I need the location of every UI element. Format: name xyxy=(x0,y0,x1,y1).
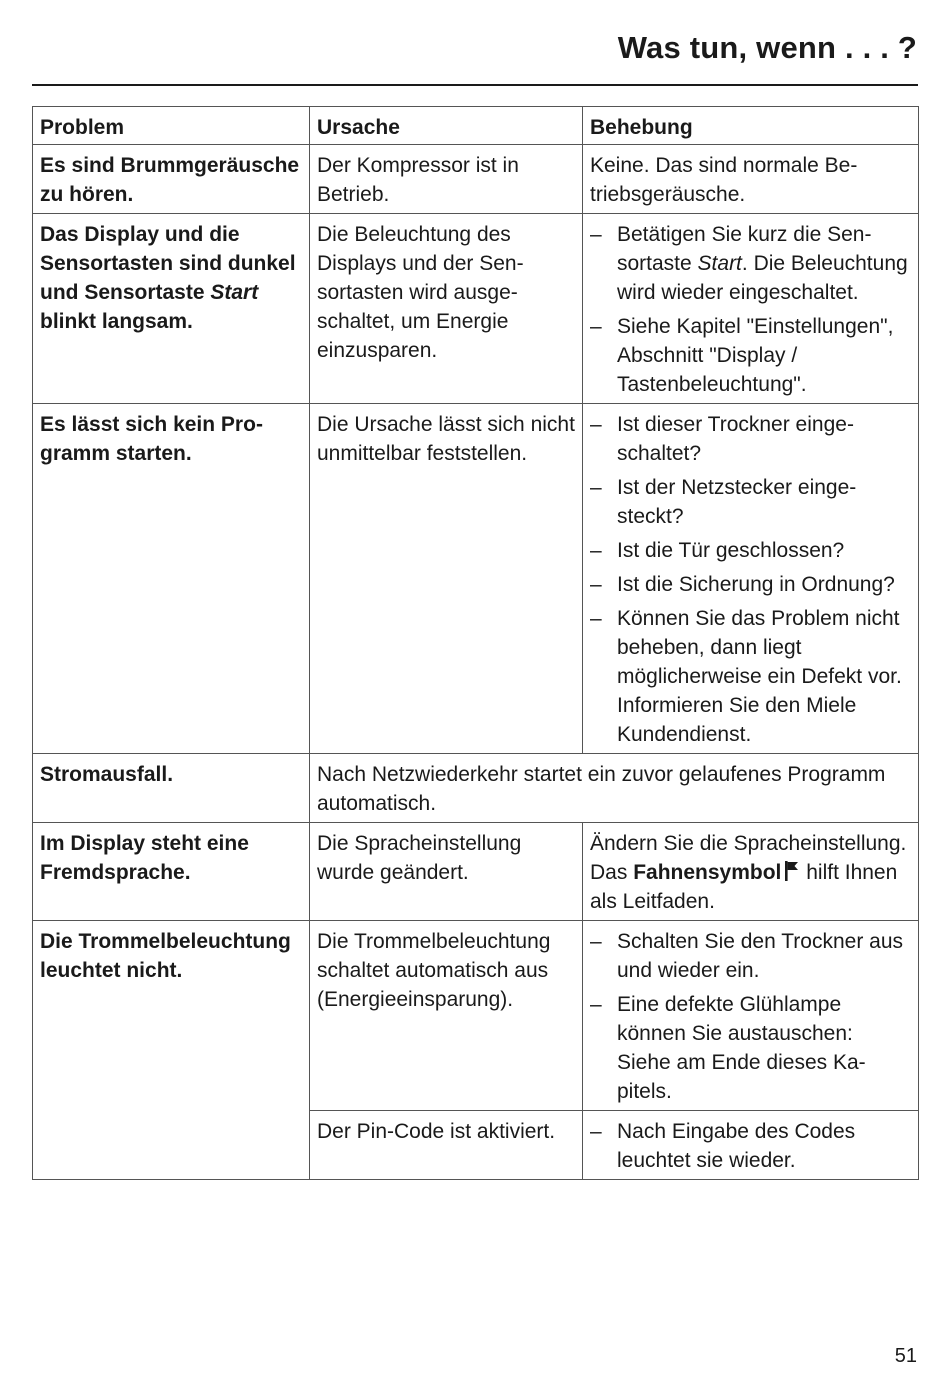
table-row xyxy=(33,823,919,921)
problem-cell: Es sind Brummgeräusche zu hören. xyxy=(33,145,310,214)
column-header-problem: Problem xyxy=(33,107,310,145)
list-item: – Ist die Sicherung in Ordnung? xyxy=(590,570,911,599)
cause-remedy-cell: Nach Netzwiederkehr startet ein zuvor gelaufenes Programm automatisch. xyxy=(310,754,919,823)
remedy-text: . Die Beleuchtung wird wieder eingeschaltet. xyxy=(617,252,908,304)
cause-cell: Die Ursache lässt sich nicht unmittelbar feststellen. xyxy=(310,404,583,754)
column-header-remedy: Behebung xyxy=(583,107,919,145)
problem-text: Das Display und die Sensortasten sind dunkel und Sensortaste xyxy=(40,223,296,304)
remedy-list xyxy=(590,220,911,399)
table-header-row xyxy=(33,107,919,145)
problem-cell: Im Display steht eine Fremdsprache. xyxy=(33,823,310,921)
list-item: – Nach Eingabe des Codes leuchtet sie wieder. xyxy=(590,1117,911,1175)
list-item: – Können Sie das Problem nicht beheben, dann liegt möglicherweise ein Defekt vor. Informieren Sie den Miele Kundendienst. xyxy=(590,604,911,749)
problem-cell: Stromausfall. xyxy=(33,754,310,823)
page-title: Was tun, wenn . . . ? xyxy=(617,30,917,65)
table-row xyxy=(33,145,919,214)
cause-cell: Die Beleuchtung des Displays und der Sensortasten wird ausgeschaltet, um Energie einzusparen. xyxy=(310,214,583,404)
cause-cell: Die Trommelbeleuchtung schaltet automatisch aus (Energieeinsparung). xyxy=(310,921,583,1111)
remedy-text: Betätigen Sie kurz die Sensortaste xyxy=(617,223,872,275)
remedy-cell xyxy=(583,214,919,404)
remedy-list xyxy=(590,410,911,749)
table-row xyxy=(33,404,919,754)
troubleshooting-table xyxy=(32,106,919,1180)
problem-cell xyxy=(33,214,310,404)
list-item: – Ist der Netzstecker eingesteckt? xyxy=(590,473,911,531)
remedy-cell xyxy=(583,921,919,1111)
column-header-cause: Ursache xyxy=(310,107,583,145)
remedy-cell xyxy=(583,1111,919,1180)
list-item: – Schalten Sie den Trockner aus und wieder ein. xyxy=(590,927,911,985)
list-item: – Siehe Kapitel "Einstellungen", Abschnitt "Display / Tastenbeleuchtung". xyxy=(590,312,911,399)
remedy-cell xyxy=(583,404,919,754)
table-row xyxy=(33,214,919,404)
table-row xyxy=(33,921,919,1111)
start-key-label: Start xyxy=(697,252,742,275)
remedy-cell: Keine. Das sind normale Betriebsgeräusche. xyxy=(583,145,919,214)
list-item xyxy=(590,220,911,307)
problem-cell: Es lässt sich kein Programm starten. xyxy=(33,404,310,754)
cause-cell: Die Spracheinstellung wurde geändert. xyxy=(310,823,583,921)
remedy-list xyxy=(590,1117,911,1175)
remedy-cell xyxy=(583,823,919,921)
cause-cell: Der Pin-Code ist aktiviert. xyxy=(310,1111,583,1180)
problem-cell: Die Trommelbeleuchtung leuchtet nicht. xyxy=(33,921,310,1180)
remedy-text: Ändern Sie die Spracheinstellung. Das xyxy=(590,832,907,884)
list-item: – Eine defekte Glühlampe können Sie austauschen: Siehe am Ende dieses Kapitels. xyxy=(590,990,911,1106)
start-key-label: Start xyxy=(210,281,259,304)
cause-cell: Der Kompressor ist in Betrieb. xyxy=(310,145,583,214)
flag-icon xyxy=(784,860,800,882)
remedy-list xyxy=(590,927,911,1106)
table-row xyxy=(33,754,919,823)
problem-text: blinkt langsam. xyxy=(40,310,193,333)
remedy-text: hilft Ihnen als Leitfaden. xyxy=(590,861,898,913)
page-number: 51 xyxy=(894,1345,917,1367)
title-divider xyxy=(32,84,918,86)
list-item: – Ist dieser Trockner eingeschaltet? xyxy=(590,410,911,468)
flag-symbol-label: Fahnensymbol xyxy=(633,861,782,884)
list-item: – Ist die Tür geschlossen? xyxy=(590,536,911,565)
